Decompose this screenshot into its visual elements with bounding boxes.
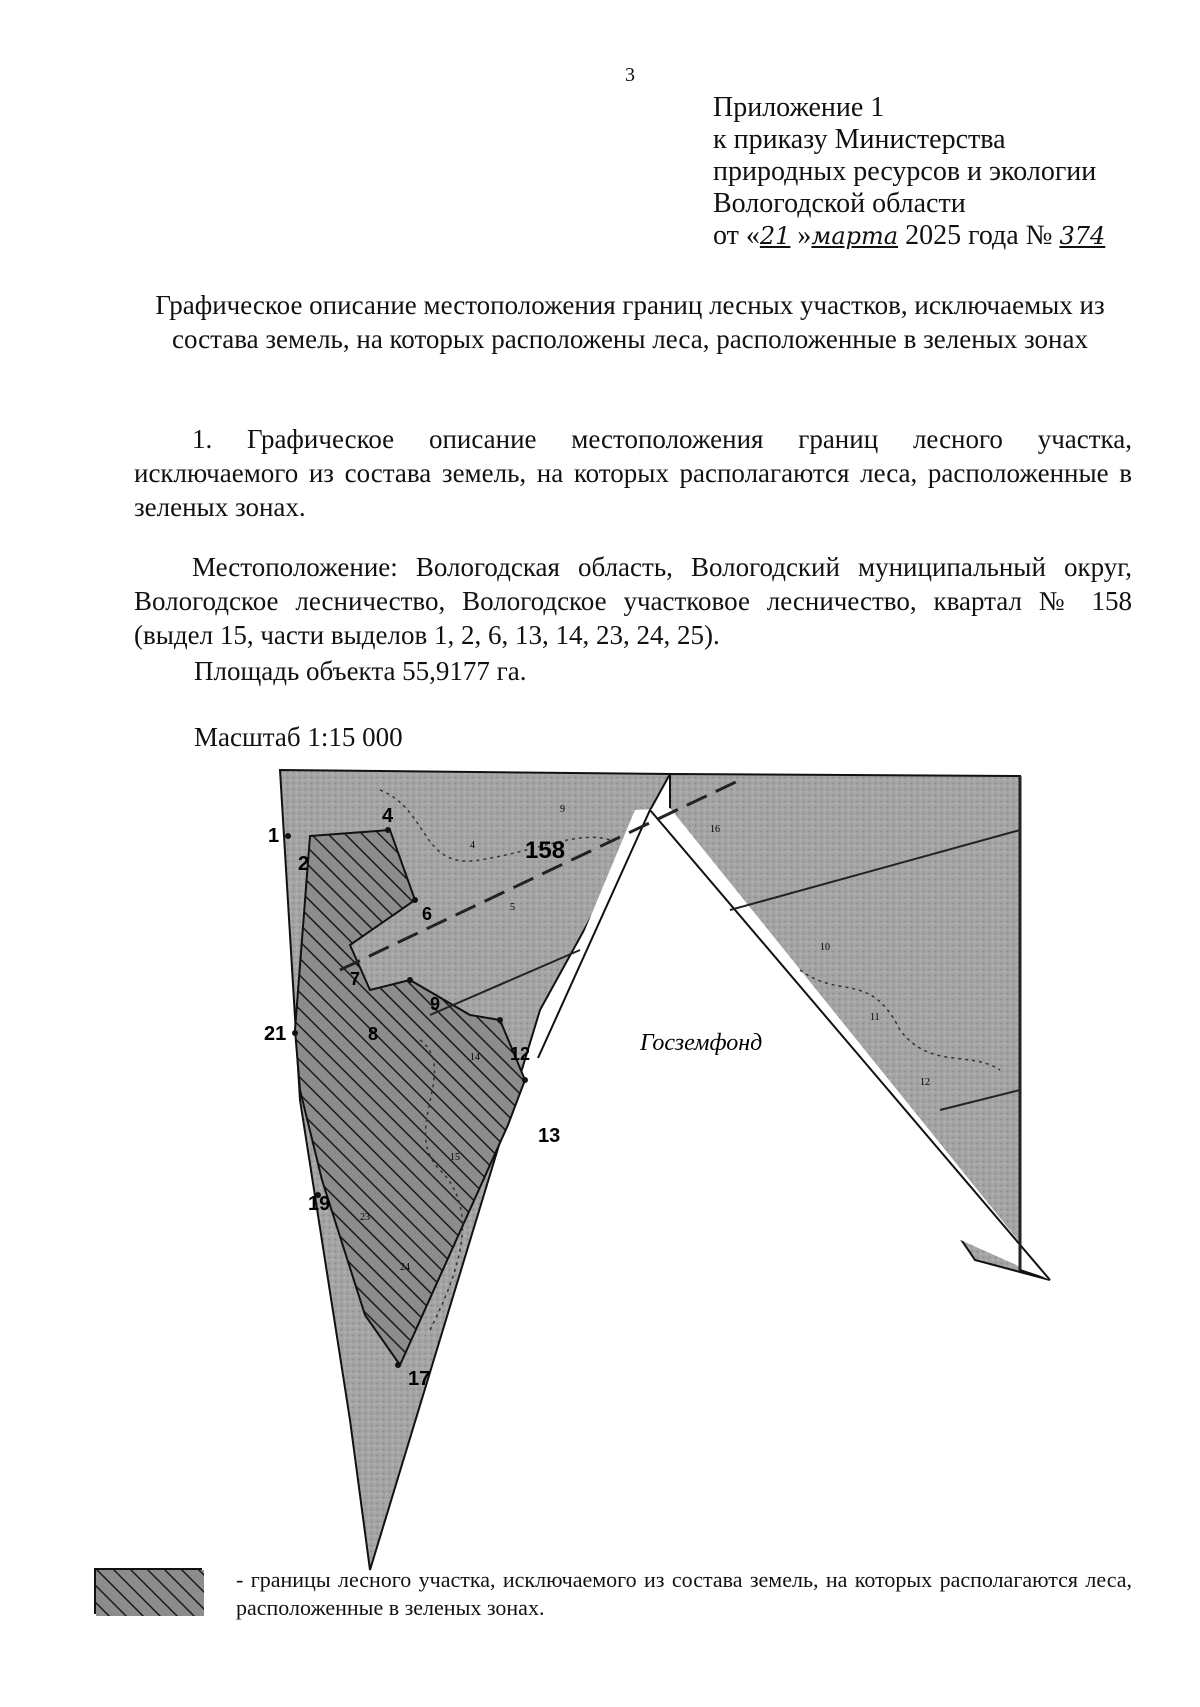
point-label-1: 1 <box>268 825 280 847</box>
boundary-point <box>285 833 291 839</box>
year-text: 2025 года № <box>905 220 1053 251</box>
paragraph-1: 1. Графическое описание местоположения границ лесного участка, исключаемого из состава земель, на которых располагаются леса, расположенные в зеленых зонах. <box>134 424 1132 522</box>
point-label-17: 17 <box>408 1368 431 1390</box>
handwritten-day: 21 <box>759 222 791 250</box>
area-line: Площадь объекта 55,9177 га. <box>194 656 527 686</box>
state-fund-label: Госземфонд <box>640 1030 763 1056</box>
legend-text: - границы лесного участка, исключаемого из состава земель, на которых располагаются леса, расположенные в зеленых зонах. <box>236 1567 1132 1620</box>
boundary-point <box>522 1077 528 1083</box>
quarter-number: 158 <box>525 837 566 864</box>
inner-label: 24 <box>400 1262 410 1273</box>
appendix-line-3: природных ресурсов и экологии <box>713 156 1097 187</box>
inner-label: 12 <box>920 1077 930 1088</box>
boundary-point <box>292 1030 298 1036</box>
page-number: 3 <box>625 64 635 86</box>
point-label-12: 12 <box>510 1044 531 1064</box>
inner-label: 11 <box>870 1012 880 1023</box>
location-paragraph: Местоположение: Вологодская область, Вологодский муниципальный округ, Вологодское лесничество, Вологодское участковое лесничество, квартал № 158 (выдел 15, части выделов 1, 2, 6, 13, 14, 23, 24, 25). <box>134 552 1132 650</box>
handwritten-month: марта <box>811 222 899 250</box>
boundary-point <box>407 977 413 983</box>
point-label-21: 21 <box>264 1023 287 1045</box>
boundary-point <box>395 1362 401 1368</box>
point-label-6: 6 <box>422 904 433 924</box>
inner-label: 9 <box>560 804 565 815</box>
inner-label: 15 <box>450 1152 460 1163</box>
point-label-2: 2 <box>298 853 310 875</box>
inner-label: 5 <box>510 902 515 913</box>
legend-hatch-swatch <box>94 1568 202 1614</box>
date-prefix: от « <box>713 220 760 251</box>
appendix-line-4: Вологодской области <box>713 188 966 219</box>
point-label-8: 8 <box>368 1024 379 1044</box>
document-title: Графическое описание местоположения границ лесных участков, исключаемых из состава земель, на которых расположены леса, расположенные в зеленых зонах <box>155 290 1105 354</box>
appendix-date-line: от «21 »марта 2025 года № 374 <box>713 220 1106 251</box>
point-label-4: 4 <box>382 805 394 827</box>
point-label-13: 13 <box>538 1125 561 1147</box>
parcel-map <box>264 770 1080 1590</box>
point-label-7: 7 <box>350 969 361 989</box>
point-label-19: 19 <box>308 1193 331 1215</box>
boundary-point <box>385 827 391 833</box>
handwritten-number: 374 <box>1059 222 1106 250</box>
boundary-point <box>497 1017 503 1023</box>
inner-label: 4 <box>470 840 475 851</box>
inner-label: 14 <box>470 1052 480 1063</box>
appendix-header <box>713 92 1105 252</box>
appendix-line-2: к приказу Министерства <box>713 124 1006 155</box>
boundary-point <box>412 897 418 903</box>
scale-line: Масштаб 1:15 000 <box>194 722 403 752</box>
point-label-9: 9 <box>430 994 441 1014</box>
inner-label: 16 <box>710 824 720 835</box>
inner-label: 23 <box>360 1212 370 1223</box>
appendix-line-1: Приложение 1 <box>713 92 885 123</box>
inner-label: 10 <box>820 942 830 953</box>
